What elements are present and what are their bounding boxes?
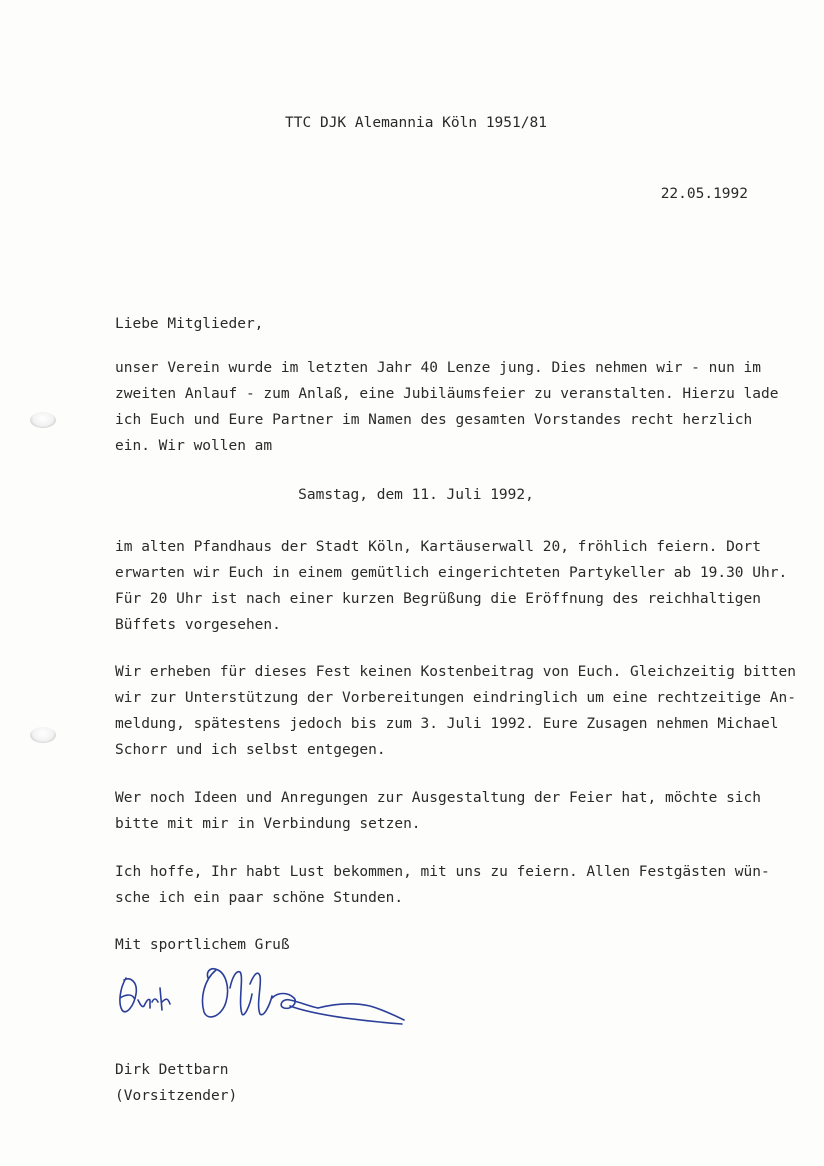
paragraph-line: Büffets vorgesehen. [115,617,281,633]
paragraph-line: im alten Pfandhaus der Stadt Köln, Kartäuserwall 20, fröhlich feiern. Dort [115,539,762,555]
paragraph-line: Wer noch Ideen und Anregungen zur Ausgestaltung der Feier hat, möchte sich [115,790,762,806]
paragraph-line: bitte mit mir in Verbindung setzen. [115,816,421,832]
paragraph-line: sche ich ein paar schöne Stunden. [115,890,404,906]
handwritten-signature [112,958,412,1038]
punch-hole-top [30,412,56,428]
paragraph-line: Wir erheben für dieses Fest keinen Kostenbeitrag von Euch. Gleichzeitig bitten [115,664,796,680]
signer-role: (Vorsitzender) [115,1088,238,1104]
paragraph-line: ich Euch und Eure Partner im Namen des gesamten Vorstandes recht herzlich [115,412,753,428]
paragraph-line: ein. Wir wollen am [115,438,273,454]
paragraph-line: wir zur Unterstützung der Vorbereitungen eindringlich um eine rechtzeitige An- [115,690,796,706]
paragraph-registration [115,659,796,763]
paragraph-ideas [115,785,762,837]
paragraph-line: erwarten wir Euch in einem gemütlich eingerichteten Partykeller ab 19.30 Uhr. [115,565,788,581]
paragraph-line: meldung, spätestens jedoch bis zum 3. Juli 1992. Eure Zusagen nehmen Michael [115,716,779,732]
letter-date: 22.05.1992 [660,186,748,202]
paragraph-closing-wishes [115,859,770,911]
signer-name: Dirk Dettbarn [115,1062,229,1078]
paragraph-location [115,534,788,638]
salutation: Liebe Mitglieder, [115,316,264,332]
event-date-line: Samstag, dem 11. Juli 1992, [298,487,534,503]
paragraph-line: Schorr und ich selbst entgegen. [115,742,386,758]
letterhead: TTC DJK Alemannia Köln 1951/81 [285,115,547,131]
paragraph-line: Ich hoffe, Ihr habt Lust bekommen, mit uns zu feiern. Allen Festgästen wün- [115,864,770,880]
paragraph-line: zweiten Anlauf - zum Anlaß, eine Jubiläumsfeier zu veranstalten. Hierzu lade [115,386,779,402]
punch-hole-bottom [30,727,56,743]
paragraph-line: Für 20 Uhr ist nach einer kurzen Begrüßung die Eröffnung des reichhaltigen [115,591,762,607]
closing-phrase: Mit sportlichem Gruß [115,937,290,953]
paragraph-line: unser Verein wurde im letzten Jahr 40 Lenze jung. Dies nehmen wir - nun im [115,360,762,376]
paragraph-invitation [115,355,779,459]
